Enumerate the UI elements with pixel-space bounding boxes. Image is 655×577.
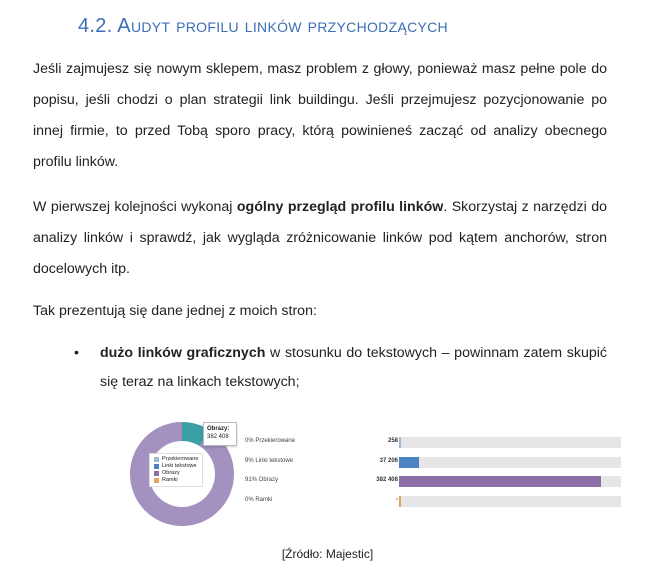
chart-tooltip	[203, 422, 237, 446]
legend-label: Linki tekstowe	[162, 463, 197, 469]
paragraph-data-intro: Tak prezentują się dane jednej z moich stron:	[33, 303, 317, 319]
legend-swatch	[154, 464, 159, 469]
legend-swatch	[154, 478, 159, 483]
legend-label: Przekierowane	[162, 456, 199, 462]
bar-value-label: 37 206	[379, 458, 398, 464]
bar-value-label: -	[396, 497, 398, 503]
paragraph-overview-bold: ogólny przegląd profilu linków	[236, 199, 444, 215]
source-caption: [Źródło: Majestic]	[281, 547, 374, 561]
bullet-rest: w stosunku do tekstowych – powinnam zatem skupić się teraz na linkach tekstowych;	[100, 345, 607, 390]
bullet-text	[100, 339, 607, 397]
bar-track	[399, 476, 621, 487]
tooltip-value: 382 408	[207, 434, 229, 440]
chart-legend	[149, 453, 203, 487]
bar-track	[399, 437, 621, 448]
legend-item	[154, 477, 198, 484]
bar	[399, 496, 401, 507]
bar-track	[399, 496, 621, 507]
legend-item	[154, 463, 198, 470]
paragraph-overview	[33, 192, 607, 285]
bullet-item	[74, 339, 607, 397]
bar-row	[245, 476, 621, 487]
bar-row	[245, 496, 621, 507]
bar-label: 0% Ramki	[245, 497, 273, 503]
legend-swatch	[154, 457, 159, 462]
bar-label: 9% Linki tekstowe	[245, 458, 294, 464]
bar-value-label: 258	[387, 438, 398, 444]
tooltip-label: Obrazy:	[207, 426, 230, 432]
legend-swatch	[154, 471, 159, 476]
bar-track	[399, 457, 621, 468]
legend-label: Ramki	[162, 477, 178, 483]
legend-label: Obrazy	[162, 470, 180, 476]
section-heading: 4.2. Audyt profilu linków przychodzących	[78, 15, 448, 37]
bar-row	[245, 437, 621, 448]
bar	[399, 457, 419, 468]
legend-item	[154, 456, 198, 463]
paragraph-overview-before: W pierwszej kolejności wykonaj	[33, 199, 237, 215]
legend-item	[154, 470, 198, 477]
bullet-dot: •	[74, 345, 79, 361]
bar-label: 91% Obrazy	[245, 477, 279, 483]
bullet-bold: dużo linków graficznych	[100, 345, 266, 361]
bar	[399, 476, 601, 487]
paragraph-intro: Jeśli zajmujesz się nowym sklepem, masz problem z głowy, ponieważ masz pełne pole do popisu, jeśli chodzi o plan strategii link buildingu. Jeśli przejmujesz pozycjonowanie po innej firmie, to przed Tobą sporo pracy, którą powinieneś zacząć od analizy obecnego profilu linków.	[33, 61, 607, 170]
bar-row	[245, 457, 621, 468]
links-chart	[127, 413, 625, 528]
paragraph-overview-after: . Skorzystaj z narzędzi do analizy linków i sprawdź, jak wygląda zróżnicowanie linków pod kątem anchorów, stron docelowych itp.	[33, 199, 607, 277]
bar-value-label: 382 408	[376, 477, 398, 483]
bar	[399, 437, 401, 448]
bar-label: 0% Przekierowane	[245, 438, 296, 444]
